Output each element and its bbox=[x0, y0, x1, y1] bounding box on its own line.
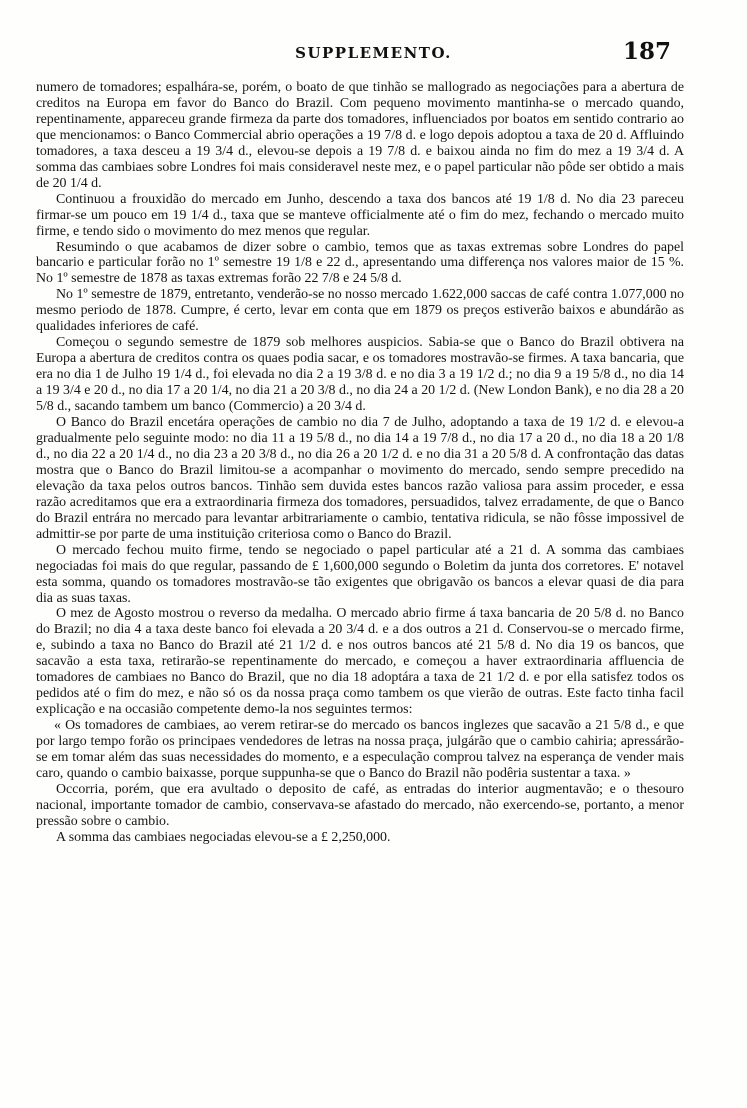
paragraph-11: A somma das cambiaes negociadas elevou-se a £ 2,250,000. bbox=[56, 829, 391, 845]
quoted-paragraph: « Os tomadores de cambiaes, ao verem retirar-se do mercado os bancos inglezes que sacavão a 21 5/8 d., e que por largo tempo forão os principaes vendedores de letras na nossa praça, julgárão que o cambio cahiria; apressárão-se em tomar além das suas necessidades do momento, e a especulação comprou talvez na esperança de vender mais caro, quando o cambio baixasse, porque suppunha-se que o Banco do Brazil não podêria sustentar a taxa. » bbox=[36, 718, 684, 781]
paragraph-5: Começou o segundo semestre de 1879 sob melhores auspicios. Sabia-se que o Banco do Brazil obtivera na Europa a abertura de creditos contra os quaes podia sacar, e os tomadores mostravão-se firmes. A taxa bancaria, que era no dia 1 de Julho 19 1/4 d., foi elevada no dia 2 a 19 3/8 d. e no dia 3 a 19 1/2 d.; no dia 9 a 19 5/8 d., no dia 14 a 19 3/4 e 20 d., no dia 17 a 20 1/4, no dia 21 a 20 3/8 d., no dia 24 a 20 1/2 d. (New London Bank), e no dia 28 a 20 5/8 d., sacando tambem um banco (Commercio) a 20 3/4 d. bbox=[36, 335, 684, 415]
paragraph-3: Resumindo o que acabamos de dizer sobre o cambio, temos que as taxas extremas sobre Londres do papel bancario e particular forão no 1º semestre 19 1/8 e 22 d., apresentando uma differença nos valores maior de 15 %. No 1º semestre de 1878 as taxas extremas forão 22 7/8 e 24 5/8 d. bbox=[36, 239, 684, 287]
paragraph-10: Occorria, porém, que era avultado o deposito de café, as entradas do interior augmentavão; e o thesouro nacional, importante tomador de cambio, conservava-se afastado do mercado, não exercendo-se, portanto, a menor pressão sobre o cambio. bbox=[36, 781, 684, 829]
paragraph-1: numero de tomadores; espalhára-se, porém, o boato de que tinhão se mallogrado as negociações para a abertura de creditos na Europa em favor do Banco do Brazil. Com pequeno movimento mantinha-se o mercado quando, repentinamente, appareceu grande firmeza da parte dos tomadores, influenciados por boatos em sentido contrario ao que mencionamos: o Banco Commercial abrio operações a 19 7/8 d. e logo depois adoptou a taxa de 20 d. Affluindo tomadores, a taxa desceu a 19 3/4 d., elevou-se depois a 19 7/8 d. e baixou ainda no fim do mez a 19 3/4 d. A somma das cambiaes sobre Londres foi mais consideravel neste mez, e o papel particular não pôde ser obtido a mais de 20 1/4 d. bbox=[36, 80, 684, 191]
paragraph-6: O Banco do Brazil encetára operações de cambio no dia 7 de Julho, adoptando a taxa de 19 1/2 d. e elevou-a gradualmente pelo seguinte modo: no dia 11 a 19 5/8 d., no dia 14 a 19 7/8 d., no dia 17 a 20 d., no dia 18 a 20 1/8 d., no dia 22 a 20 1/4 d., no dia 23 a 20 3/8 d., no dia 26 a 20 1/2 d. e no dia 31 a 20 5/8 d. A confrontação das datas mostra que o Banco do Brazil limitou-se a acompanhar o movimento do mercado, sendo sempre precedido na elevação da taxa pelos outros bancos. Tinhão sem duvida estes bancos razão valiosa para assim proceder, e essa razão acreditamos que era a extraordinaria firmeza dos tomadores, persuadidos, talvez erradamente, de que o Banco do Brazil entrára no mercado para levantar arbitrariamente o cambio, tentativa ridicula, se não fôsse impossivel de admittir-se por parte de uma instituição criteriosa como o Banco do Brazil. bbox=[36, 415, 684, 542]
body-text bbox=[36, 80, 684, 846]
page-header bbox=[0, 38, 747, 74]
paragraph-2: Continuou a frouxidão do mercado em Junho, descendo a taxa dos bancos até 19 1/8 d. No dia 23 pareceu firmar-se um pouco em 19 1/4 d., taxa que se manteve officialmente até o fim do mez, fechando o mercado muito firme, e tendo sido o movimento do mez menos que regular. bbox=[36, 191, 684, 239]
page-number: 187 bbox=[622, 38, 671, 65]
paragraph-4: No 1º semestre de 1879, entretanto, venderão-se no nosso mercado 1.622,000 saccas de café contra 1.077,000 no mesmo periodo de 1878. Cumpre, é certo, levar em conta que em 1879 os preços estiverão baixos e abundárão as qualidades inferiores de café. bbox=[36, 287, 684, 335]
paragraph-8: O mez de Agosto mostrou o reverso da medalha. O mercado abrio firme á taxa bancaria de 20 5/8 d. no Banco do Brazil; no dia 4 a taxa deste banco foi elevada a 20 3/4 d. e a dos outros a 21 d. Conservou-se o mercado firme, e, subindo a taxa no Banco do Brazil até 21 1/2 d. e nos outros bancos até 21 5/8 d. No dia 19 os bancos, que sacavão a esta taxa, retirarão-se repentinamente do mercado, e começou a haver extraordinaria affluencia de tomadores de cambiaes no Banco do Brazil, que no dia 18 adoptára a taxa de 21 1/2 d. e por ella satisfez todos os pedidos até o fim do mez, e não só os da nossa praça como tambem os que vierão de outras. Este facto tinha facil explicação e na occasião competente demo-la nos seguintes termos: bbox=[36, 606, 684, 718]
paragraph-7: O mercado fechou muito firme, tendo se negociado o papel particular até a 21 d. A somma das cambiaes negociadas foi mais do que regular, passando de £ 1,600,000 segundo o Boletim da junta dos corretores. E' notavel esta somma, quando os tomadores mostravão-se tão exigentes que obrigavão os bancos a elevar quasi de dia para dia as suas taxas. bbox=[36, 542, 684, 606]
running-title: SUPPLEMENTO. bbox=[295, 44, 452, 62]
